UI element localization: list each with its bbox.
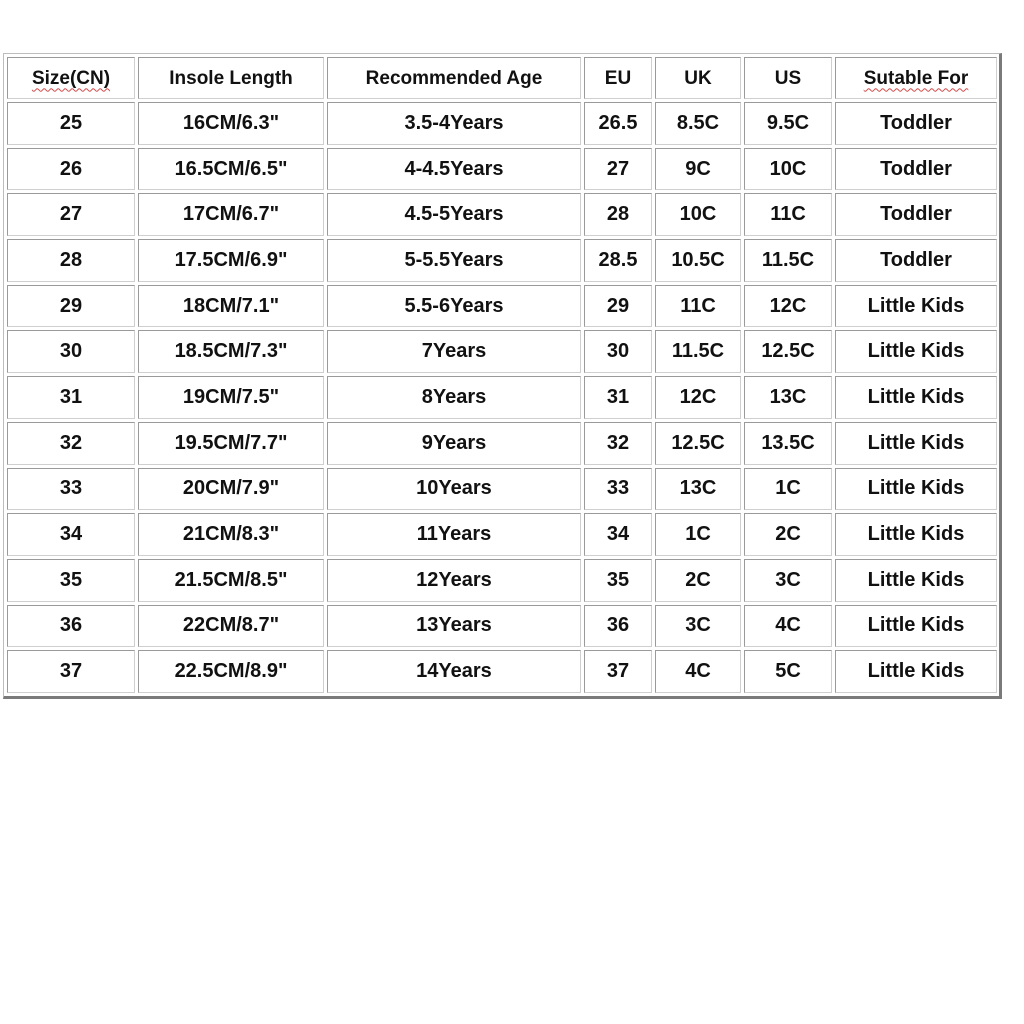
cell-uk: 8.5C (655, 102, 741, 145)
cell-uk: 12.5C (655, 422, 741, 465)
header-label: Recommended Age (365, 67, 543, 89)
cell-recommended-age: 13Years (327, 605, 581, 648)
cell-insole-length: 19CM/7.5" (138, 376, 324, 419)
cell-us: 2C (744, 513, 832, 556)
cell-us: 13C (744, 376, 832, 419)
cell-insole-length: 18.5CM/7.3" (138, 330, 324, 373)
cell-suitable-for: Little Kids (835, 330, 997, 373)
cell-suitable-for: Little Kids (835, 422, 997, 465)
cell-suitable-for: Toddler (835, 193, 997, 236)
cell-us: 9.5C (744, 102, 832, 145)
cell-uk: 2C (655, 559, 741, 602)
cell-size-cn: 36 (7, 605, 135, 648)
header-row (7, 57, 997, 99)
cell-uk: 11C (655, 285, 741, 328)
table-row (7, 148, 997, 191)
cell-recommended-age: 7Years (327, 330, 581, 373)
cell-size-cn: 29 (7, 285, 135, 328)
cell-recommended-age: 11Years (327, 513, 581, 556)
cell-insole-length: 17.5CM/6.9" (138, 239, 324, 282)
cell-uk: 9C (655, 148, 741, 191)
cell-size-cn: 37 (7, 650, 135, 693)
table-row (7, 559, 997, 602)
cell-recommended-age: 3.5-4Years (327, 102, 581, 145)
cell-eu: 26.5 (584, 102, 652, 145)
cell-us: 12C (744, 285, 832, 328)
table-row (7, 239, 997, 282)
table-body (7, 102, 997, 693)
cell-insole-length: 18CM/7.1" (138, 285, 324, 328)
header-label: US (774, 67, 802, 89)
cell-eu: 31 (584, 376, 652, 419)
cell-eu: 29 (584, 285, 652, 328)
table-row (7, 468, 997, 511)
cell-recommended-age: 4-4.5Years (327, 148, 581, 191)
cell-uk: 10.5C (655, 239, 741, 282)
header-label: Insole Length (169, 67, 293, 89)
cell-suitable-for: Little Kids (835, 559, 997, 602)
table-row (7, 513, 997, 556)
cell-size-cn: 30 (7, 330, 135, 373)
header-eu (584, 57, 652, 99)
cell-us: 3C (744, 559, 832, 602)
header-label: UK (684, 67, 712, 89)
cell-recommended-age: 12Years (327, 559, 581, 602)
cell-suitable-for: Little Kids (835, 650, 997, 693)
cell-insole-length: 22CM/8.7" (138, 605, 324, 648)
table-row (7, 330, 997, 373)
cell-size-cn: 28 (7, 239, 135, 282)
table-row (7, 376, 997, 419)
cell-eu: 33 (584, 468, 652, 511)
header-label: Size(CN) (31, 67, 111, 89)
cell-eu: 36 (584, 605, 652, 648)
cell-us: 11.5C (744, 239, 832, 282)
table-row (7, 102, 997, 145)
table-row (7, 193, 997, 236)
cell-eu: 30 (584, 330, 652, 373)
cell-insole-length: 20CM/7.9" (138, 468, 324, 511)
cell-size-cn: 25 (7, 102, 135, 145)
cell-eu: 28 (584, 193, 652, 236)
cell-suitable-for: Little Kids (835, 376, 997, 419)
cell-eu: 34 (584, 513, 652, 556)
size-chart-container (3, 53, 1002, 699)
cell-recommended-age: 8Years (327, 376, 581, 419)
cell-suitable-for: Little Kids (835, 285, 997, 328)
cell-eu: 28.5 (584, 239, 652, 282)
cell-uk: 11.5C (655, 330, 741, 373)
size-chart-table (4, 54, 1000, 696)
cell-suitable-for: Little Kids (835, 468, 997, 511)
cell-uk: 10C (655, 193, 741, 236)
header-suitable-for (835, 57, 997, 99)
cell-eu: 27 (584, 148, 652, 191)
cell-uk: 4C (655, 650, 741, 693)
cell-us: 12.5C (744, 330, 832, 373)
cell-us: 4C (744, 605, 832, 648)
cell-insole-length: 16CM/6.3" (138, 102, 324, 145)
cell-insole-length: 22.5CM/8.9" (138, 650, 324, 693)
cell-insole-length: 16.5CM/6.5" (138, 148, 324, 191)
table-row (7, 285, 997, 328)
cell-us: 1C (744, 468, 832, 511)
cell-recommended-age: 14Years (327, 650, 581, 693)
cell-recommended-age: 5-5.5Years (327, 239, 581, 282)
cell-suitable-for: Toddler (835, 148, 997, 191)
cell-eu: 32 (584, 422, 652, 465)
header-recommended-age (327, 57, 581, 99)
cell-size-cn: 26 (7, 148, 135, 191)
cell-size-cn: 31 (7, 376, 135, 419)
header-size-cn (7, 57, 135, 99)
cell-insole-length: 17CM/6.7" (138, 193, 324, 236)
cell-size-cn: 33 (7, 468, 135, 511)
cell-recommended-age: 10Years (327, 468, 581, 511)
table-row (7, 650, 997, 693)
cell-recommended-age: 5.5-6Years (327, 285, 581, 328)
cell-suitable-for: Toddler (835, 239, 997, 282)
cell-suitable-for: Little Kids (835, 605, 997, 648)
cell-recommended-age: 4.5-5Years (327, 193, 581, 236)
header-insole-length (138, 57, 324, 99)
header-us (744, 57, 832, 99)
cell-eu: 35 (584, 559, 652, 602)
cell-size-cn: 34 (7, 513, 135, 556)
cell-size-cn: 32 (7, 422, 135, 465)
cell-us: 13.5C (744, 422, 832, 465)
cell-us: 11C (744, 193, 832, 236)
table-row (7, 422, 997, 465)
cell-insole-length: 19.5CM/7.7" (138, 422, 324, 465)
cell-insole-length: 21.5CM/8.5" (138, 559, 324, 602)
cell-size-cn: 35 (7, 559, 135, 602)
cell-uk: 13C (655, 468, 741, 511)
cell-us: 5C (744, 650, 832, 693)
cell-suitable-for: Toddler (835, 102, 997, 145)
header-label: EU (604, 67, 632, 89)
cell-eu: 37 (584, 650, 652, 693)
cell-uk: 1C (655, 513, 741, 556)
cell-size-cn: 27 (7, 193, 135, 236)
cell-uk: 3C (655, 605, 741, 648)
cell-us: 10C (744, 148, 832, 191)
cell-uk: 12C (655, 376, 741, 419)
cell-suitable-for: Little Kids (835, 513, 997, 556)
table-row (7, 605, 997, 648)
cell-insole-length: 21CM/8.3" (138, 513, 324, 556)
header-uk (655, 57, 741, 99)
header-label: Sutable For (863, 67, 969, 89)
cell-recommended-age: 9Years (327, 422, 581, 465)
